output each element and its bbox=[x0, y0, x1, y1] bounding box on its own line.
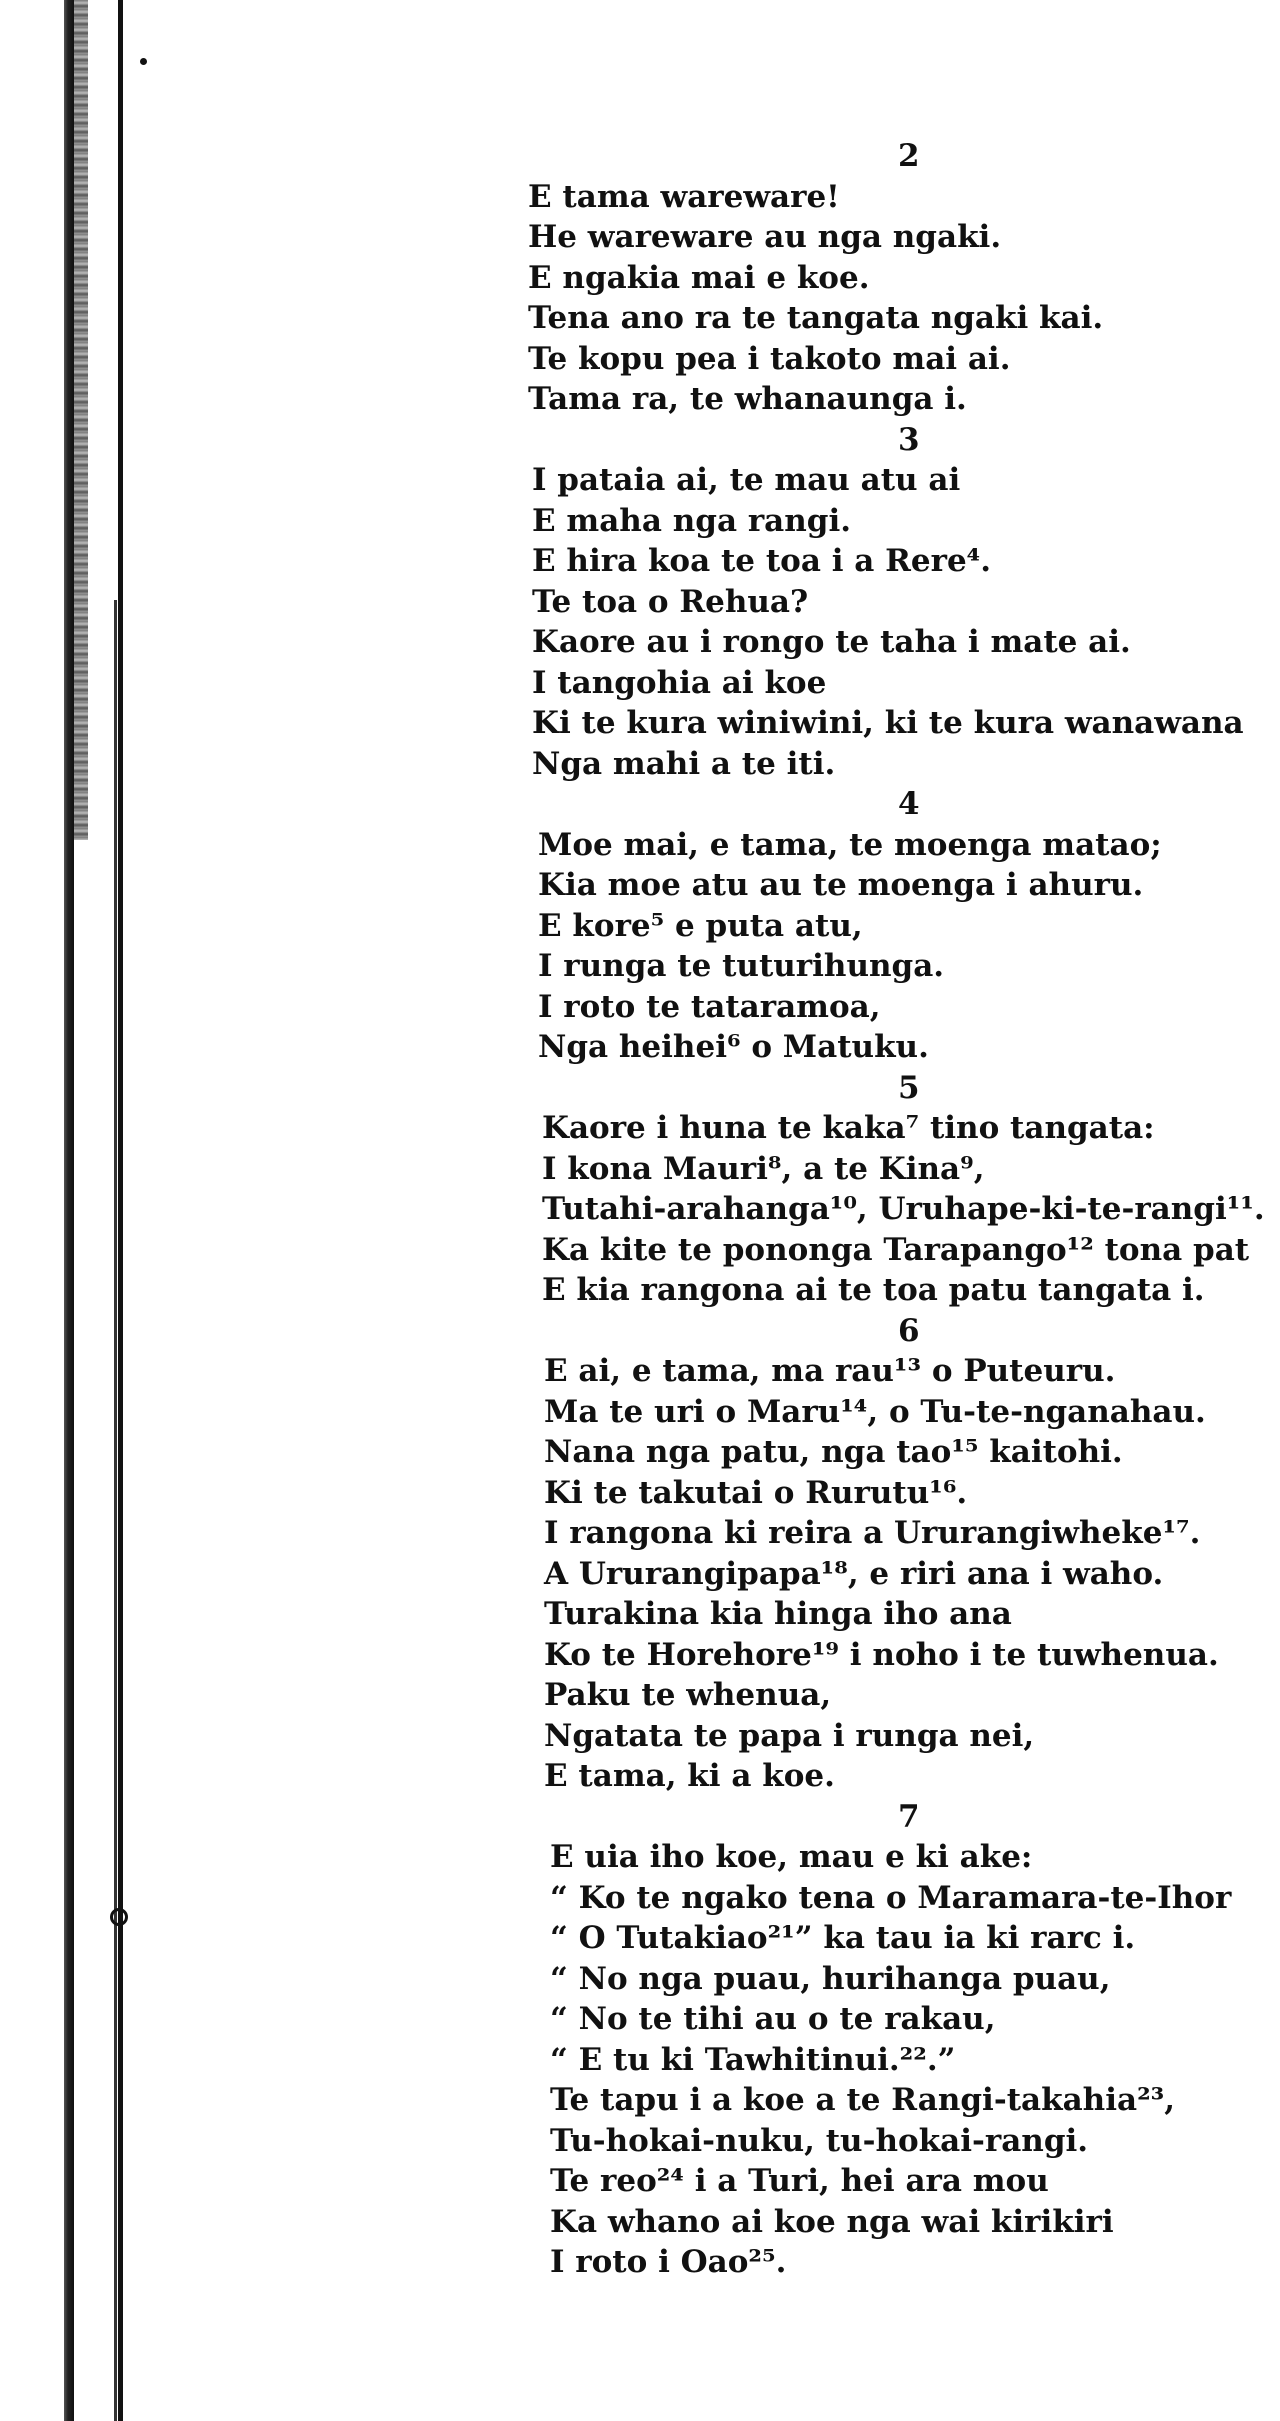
verse-line: Tena ano ra te tangata ngaki kai. bbox=[528, 300, 1104, 336]
speck-mark bbox=[140, 58, 147, 65]
verse-line: Kaore i huna te kaka⁷ tino tangata: bbox=[542, 1110, 1155, 1146]
verse-line: I roto te tataramoa, bbox=[538, 988, 881, 1025]
verse-line: “ Ko te ngako tena o Maramara-te-Ihor bbox=[550, 1879, 1232, 1916]
stanza-number: 6 bbox=[898, 1312, 920, 1349]
verse-line: “ No nga puau, hurihanga puau, bbox=[550, 1960, 1111, 1997]
verse-line: E hira koa te toa i a Rere⁴. bbox=[532, 543, 992, 579]
verse-line: Ma te uri o Maru¹⁴, o Tu-te-nganahau. bbox=[544, 1393, 1206, 1430]
book-binding-texture bbox=[74, 0, 88, 840]
stanza-number: 7 bbox=[898, 1798, 920, 1835]
verse-line: I kona Mauri⁸, a te Kina⁹, bbox=[542, 1150, 985, 1187]
stanza-number: 4 bbox=[898, 786, 920, 822]
verse-line: Ka kite te pononga Tarapango¹² tona pat bbox=[542, 1231, 1250, 1268]
verse-line: E uia iho koe, mau e ki ake: bbox=[550, 1839, 1033, 1875]
verse-line: Kia moe atu au te moenga i ahuru. bbox=[538, 867, 1144, 903]
verse-line: I tangohia ai koe bbox=[532, 664, 827, 701]
verse-line: A Ururangipapa¹⁸, e riri ana i waho. bbox=[544, 1555, 1164, 1592]
verse-line: Ki te kura winiwini, ki te kura wanawana bbox=[532, 705, 1244, 741]
verse-line: Nana nga patu, nga tao¹⁵ kaitohi. bbox=[544, 1434, 1123, 1470]
binding-ring-mark bbox=[110, 1908, 128, 1926]
verse-line: “ No te tihi au o te rakau, bbox=[550, 2001, 996, 2037]
page-edge-shadow bbox=[114, 600, 117, 2421]
verse-line: Ngatata te papa i runga nei, bbox=[544, 1717, 1035, 1754]
stanza bbox=[528, 420, 1280, 785]
verse-line: Ko te Horehore¹⁹ i noho i te tuwhenua. bbox=[544, 1636, 1219, 1673]
verse-line: Te tapu i a koe a te Rangi-takahia²³, bbox=[550, 2082, 1176, 2118]
verse-line: E ai, e tama, ma rau¹³ o Puteuru. bbox=[544, 1353, 1116, 1389]
verse-line: E tama wareware! bbox=[528, 178, 840, 215]
verse-line: Moe mai, e tama, te moenga matao; bbox=[538, 826, 1162, 863]
stanza bbox=[528, 784, 1280, 1068]
verse-line: E kore⁵ e puta atu, bbox=[538, 907, 863, 944]
verse-line: Te reo²⁴ i a Turi, hei ara mou bbox=[550, 2163, 1049, 2199]
stanza-number: 2 bbox=[898, 138, 920, 174]
stanza bbox=[528, 1068, 1280, 1311]
verse-line: Nga heihei⁶ o Matuku. bbox=[538, 1029, 929, 1065]
verse-line: Nga mahi a te iti. bbox=[532, 745, 836, 782]
verse-line: I runga te tuturihunga. bbox=[538, 948, 945, 984]
verse-line: Paku te whenua, bbox=[544, 1677, 832, 1713]
verse-line: Tu-hokai-nuku, tu-hokai-rangi. bbox=[550, 2122, 1089, 2159]
verse-line: Ka whano ai koe nga wai kirikiri bbox=[550, 2203, 1114, 2240]
verse-line: I roto i Oao²⁵. bbox=[550, 2244, 787, 2280]
verse-line: Te kopu pea i takoto mai ai. bbox=[528, 340, 1011, 377]
verse-line: Tama ra, te whanaunga i. bbox=[528, 381, 967, 417]
stanza-number: 3 bbox=[898, 421, 920, 458]
stanza bbox=[528, 1797, 1280, 2283]
verse-line: I pataia ai, te mau atu ai bbox=[532, 462, 961, 498]
stanza-number: 5 bbox=[898, 1069, 920, 1106]
stanza bbox=[528, 136, 1280, 420]
verse-line: E kia rangona ai te toa patu tangata i. bbox=[542, 1272, 1205, 1308]
verse-line: I rangona ki reira a Ururangiwheke¹⁷. bbox=[544, 1515, 1201, 1551]
verse-line: “ E tu ki Tawhitinui.²².” bbox=[550, 2041, 956, 2078]
verse-line: E tama, ki a koe. bbox=[544, 1758, 835, 1794]
verse-line: E maha nga rangi. bbox=[532, 502, 852, 539]
stanza bbox=[528, 1311, 1280, 1797]
poem-text bbox=[528, 136, 1280, 2283]
verse-line: Ki te takutai o Rurutu¹⁶. bbox=[544, 1474, 968, 1511]
verse-line: Kaore au i rongo te taha i mate ai. bbox=[532, 624, 1131, 660]
book-binding-edge bbox=[64, 0, 74, 2421]
verse-line: E ngakia mai e koe. bbox=[528, 259, 870, 296]
verse-line: “ O Tutakiao²¹” ka tau ia ki rarc i. bbox=[550, 1920, 1136, 1956]
verse-line: Turakina kia hinga iho ana bbox=[544, 1596, 1012, 1632]
verse-line: He wareware au nga ngaki. bbox=[528, 219, 1002, 255]
page-edge-line bbox=[118, 0, 123, 2421]
verse-line: Te toa o Rehua? bbox=[532, 583, 809, 620]
verse-line: Tutahi-arahanga¹⁰, Uruhape-ki-te-rangi¹¹. bbox=[542, 1191, 1265, 1227]
